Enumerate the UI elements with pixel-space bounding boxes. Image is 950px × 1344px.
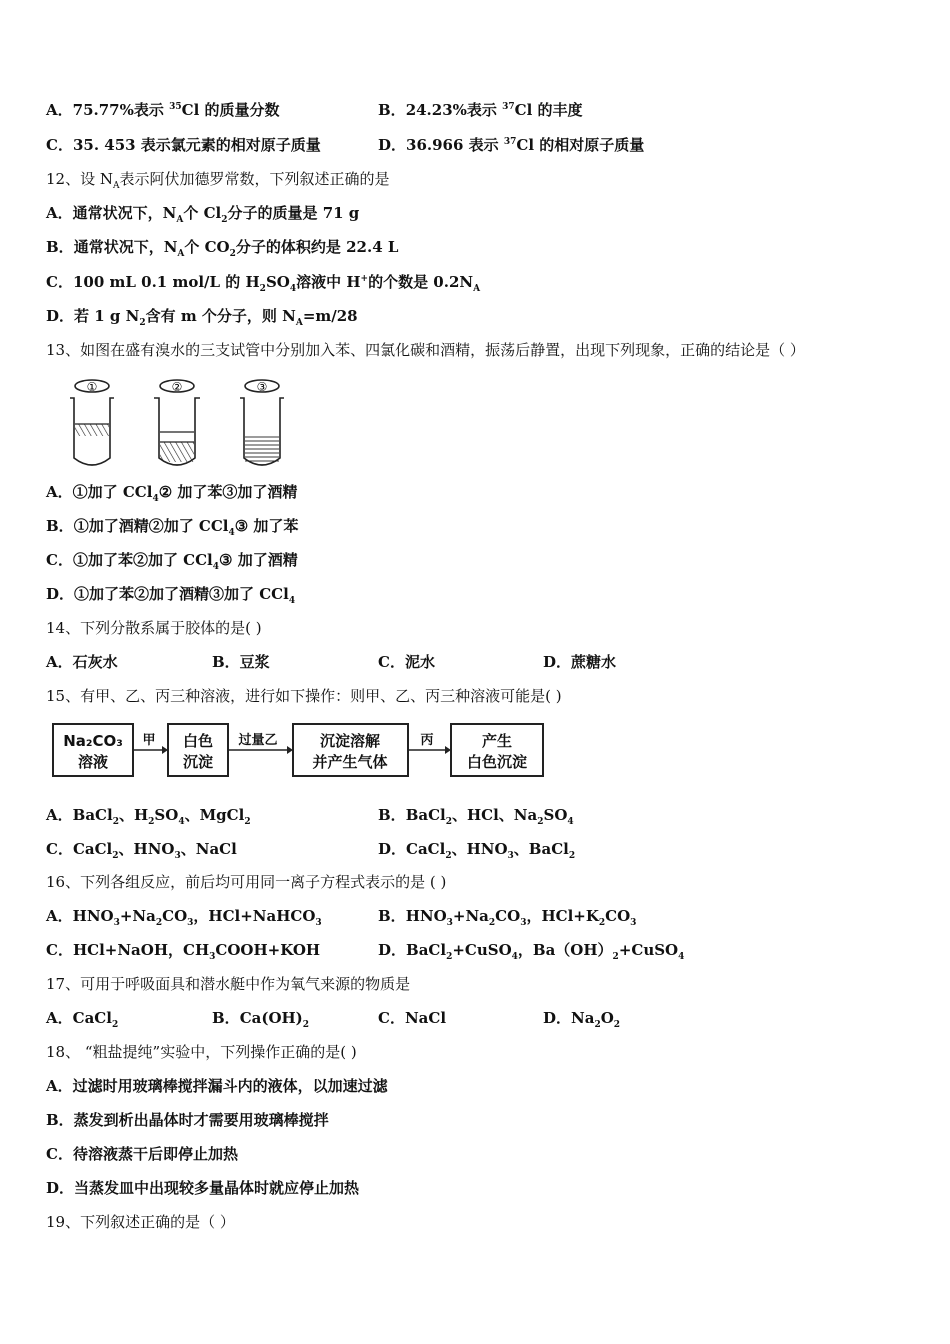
tube-label-1: ① xyxy=(86,380,98,394)
q14-option-a: A．石灰水 xyxy=(46,653,118,671)
test-tube-3 xyxy=(240,380,284,465)
tube-label-2: ② xyxy=(171,380,183,394)
q18-option-b: B．蒸发到析出晶体时才需要用玻璃棒搅拌 xyxy=(46,1111,329,1129)
flow-box-4 xyxy=(451,724,543,776)
q13-option-a: A．①加了 CCl$_4$② 加了苯③加了酒精 xyxy=(46,483,298,504)
q15-flow-diagram xyxy=(50,718,550,784)
flow-box-3-line1: 沉淀溶解 xyxy=(319,732,381,750)
test-tube-1 xyxy=(70,380,114,465)
flow-box-1-line1: Na₂CO₃ xyxy=(63,732,123,750)
q13-option-b: B．①加了酒精②加了 CCl$_4$③ 加了苯 xyxy=(46,517,299,538)
flow-box-1 xyxy=(53,724,133,776)
flow-arrow-2 xyxy=(228,732,293,754)
q18-stem: 18、 “粗盐提纯”实验中，下列操作正确的是( ) xyxy=(46,1043,357,1061)
tube-label-3: ③ xyxy=(256,380,268,394)
q12-option-b: B．通常状况下，$N_A$个 $CO_2$分子的体积约是 22.4 L xyxy=(46,238,399,259)
q11-option-b: B．24.23%表示 $^{37}$Cl 的丰度 xyxy=(378,101,583,119)
q14-option-b: B．豆浆 xyxy=(212,653,270,671)
flow-box-4-line1: 产生 xyxy=(481,732,513,750)
q11-option-c: C．35. 453 表示氯元素的相对原子质量 xyxy=(46,136,321,154)
q16-stem: 16、下列各组反应，前后均可用同一离子方程式表示的是 ( ) xyxy=(46,873,447,891)
flow-box-2-line2: 沉淀 xyxy=(182,753,214,771)
flow-arrow-1 xyxy=(133,733,168,754)
q18-option-a: A．过滤时用玻璃棒搅拌漏斗内的液体，以加速过滤 xyxy=(46,1077,388,1095)
q14-option-d: D．蔗糖水 xyxy=(543,653,617,671)
flow-box-2 xyxy=(168,724,228,776)
q12-option-d: D．若 1 g $N_2$含有 m 个分子，则 $N_A=m/28$ xyxy=(46,307,358,328)
flow-box-1-line2: 溶液 xyxy=(77,753,109,771)
q11-option-d: D．36.966 表示 $^{37}$Cl 的相对原子质量 xyxy=(378,136,645,154)
q16-option-a: A．$HNO_3+Na_2CO_3$，HCl+NaHCO$_3$ xyxy=(46,907,322,928)
q15-stem: 15、有甲、乙、丙三种溶液，进行如下操作：则甲、乙、丙三种溶液可能是( ) xyxy=(46,687,562,705)
q17-stem: 17、可用于呼吸面具和潜水艇中作为氧气来源的物质是 xyxy=(46,975,411,993)
q13-option-d: D．①加了苯②加了酒精③加了 CCl$_4$ xyxy=(46,585,296,606)
q17-option-a: A．CaCl$_2$ xyxy=(46,1009,119,1030)
flow-box-3-line2: 并产生气体 xyxy=(312,753,388,771)
flow-box-3 xyxy=(293,724,408,776)
q14-stem: 14、下列分散系属于胶体的是( ) xyxy=(46,619,262,637)
q13-option-c: C．①加了苯②加了 CCl$_4$③ 加了酒精 xyxy=(46,551,298,572)
q18-option-d: D．当蒸发皿中出现较多量晶体时就应停止加热 xyxy=(46,1179,360,1197)
q17-option-d: D．$Na_2O_2$ xyxy=(543,1009,621,1030)
q16-option-d: D．BaCl$_2$+CuSO$_4$，$Ba(OH)_2+CuSO_4$ xyxy=(378,941,685,962)
q17-option-b: B．$Ca(OH)_2$ xyxy=(212,1009,310,1030)
q12-option-a: A．通常状况下，$N_A$个 $Cl_2$分子的质量是 71 g xyxy=(46,204,360,225)
flow-arrow-1-label: 甲 xyxy=(142,733,156,748)
q18-option-c: C．待溶液蒸干后即停止加热 xyxy=(46,1145,238,1163)
q15-option-d: D．CaCl$_2$、$HNO_3$、BaCl$_2$ xyxy=(378,840,576,861)
flow-box-4-line2: 白色沉淀 xyxy=(466,753,528,771)
q11-option-a: A．75.77%表示 $^{35}$Cl 的质量分数 xyxy=(46,101,280,119)
q12-stem: 12、设 $N_A$表示阿伏加德罗常数，下列叙述正确的是 xyxy=(46,170,390,191)
flow-arrow-2-label: 过量乙 xyxy=(238,733,278,748)
q17-option-c: C．NaCl xyxy=(378,1009,447,1027)
q15-option-a: A．BaCl$_2$、$H_2SO_4$、MgCl$_2$ xyxy=(46,806,251,827)
q16-option-c: C．HCl+NaOH，$CH_3COOH+KOH$ xyxy=(46,941,321,962)
q16-option-b: B．$HNO_3+Na_2CO_3$，$HCl+K_2CO_3$ xyxy=(378,907,637,928)
test-tube-2 xyxy=(154,380,200,465)
q19-stem: 19、下列叙述正确的是（ ） xyxy=(46,1213,235,1231)
flow-arrow-3 xyxy=(408,733,451,754)
q14-option-c: C．泥水 xyxy=(378,653,435,671)
q15-option-b: B．BaCl$_2$、HCl、$Na_2SO_4$ xyxy=(378,806,574,827)
q13-stem: 13、如图在盛有溴水的三支试管中分别加入苯、四氯化碳和酒精，振荡后静置，出现下列现象，正确的结论是（ ） xyxy=(46,341,805,359)
test-tubes-figure xyxy=(62,376,302,472)
flow-box-2-line1: 白色 xyxy=(182,732,214,750)
q12-option-c: C．100 mL 0.1 mol/L 的 $H_2SO_4$溶液中 H+的个数是 $0.2N_A$ xyxy=(46,273,481,294)
q15-option-c: C．CaCl$_2$、$HNO_3$、NaCl xyxy=(46,840,237,861)
flow-arrow-3-label: 丙 xyxy=(420,733,434,748)
